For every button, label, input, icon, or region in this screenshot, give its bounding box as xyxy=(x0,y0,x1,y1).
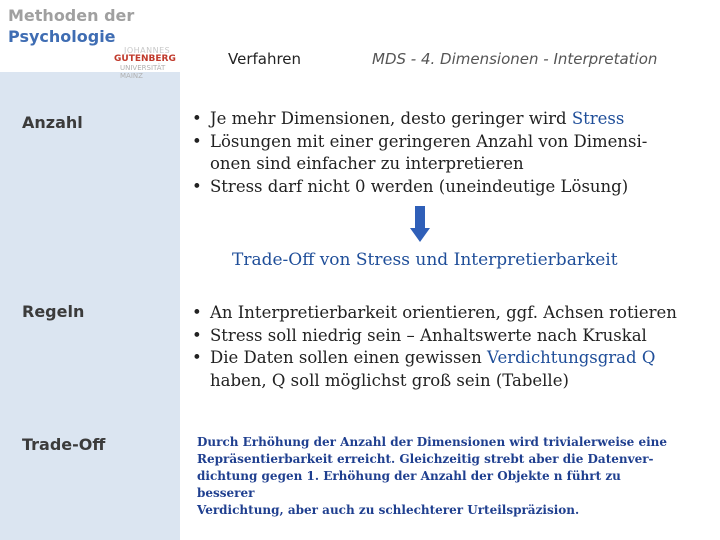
list-item: • Stress soll niedrig sein – Anhaltswerte nach Kruskal xyxy=(190,325,715,348)
stress-term: Stress xyxy=(571,109,625,128)
regeln-bullet-list xyxy=(190,302,715,392)
list-item: • An Interpretierbarkeit orientieren, ggf. Achsen rotieren xyxy=(190,302,715,325)
logo-line-3: UNIVERSITÄT MAINZ xyxy=(120,64,166,80)
sidebar xyxy=(0,0,180,540)
tradeoff-statement: Trade-Off von Stress und Interpretierbarkeit xyxy=(232,250,618,270)
list-item: • Je mehr Dimensionen, desto geringer wird Stress xyxy=(190,108,710,131)
verdichtungsgrad-term: Verdichtungsgrad Q xyxy=(487,348,656,367)
header-logo-area xyxy=(0,0,180,80)
brand-line-1: Methoden der xyxy=(8,6,135,25)
breadcrumb-topic: MDS - 4. Dimensionen - Interpretation xyxy=(372,50,658,68)
logo-line-1: JOHANNES xyxy=(124,46,171,55)
tradeoff-note: Durch Erhöhung der Anzahl der Dimensionen wird trivialerweise eine Repräsentierbarkeit erreicht. Gleichzeitig strebt aber die Datenver- dichtung gegen 1. Erhöhung der Anzahl der Objekte n führt zu besserer Verdichtung, aber auch zu schlechterer Urteilspräzision. xyxy=(197,435,668,517)
list-item: • Lösungen mit einer geringeren Anzahl von Dimensi- onen sind einfacher zu interpretieren xyxy=(190,131,710,176)
logo-line-2: GUTENBERG xyxy=(114,54,176,64)
label-regeln: Regeln xyxy=(22,302,85,321)
arrow-down-icon xyxy=(410,206,430,242)
label-anzahl: Anzahl xyxy=(22,113,83,132)
anzahl-bullet-list xyxy=(190,108,710,198)
brand-line-2: Psychologie xyxy=(8,27,116,46)
list-item: • Stress darf nicht 0 werden (uneindeutige Lösung) xyxy=(190,176,710,199)
label-tradeoff: Trade-Off xyxy=(22,435,106,454)
breadcrumb-section: Verfahren xyxy=(228,50,302,68)
list-item: • Die Daten sollen einen gewissen Verdichtungsgrad Q haben, Q soll möglichst groß sein (Tabelle) xyxy=(190,347,715,392)
university-logo xyxy=(114,46,176,80)
